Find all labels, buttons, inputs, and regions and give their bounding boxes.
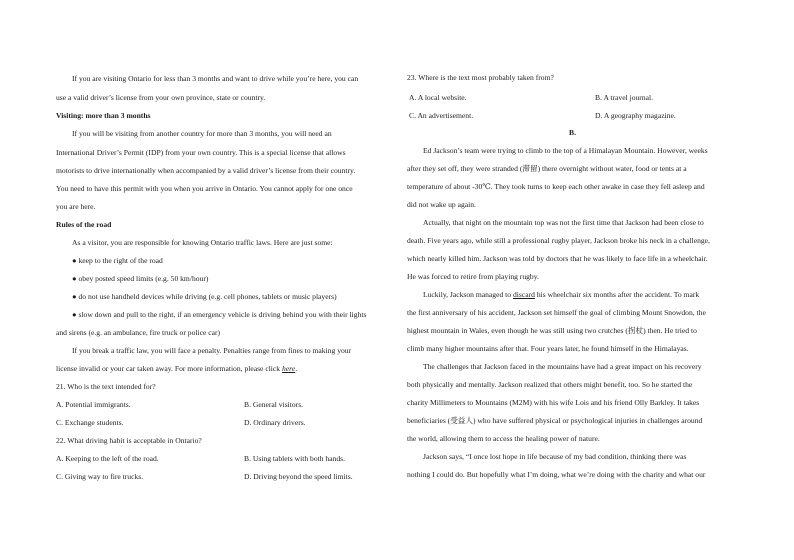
visiting-line-3: motorists to drive internationally when accompanied by a valid driver’s license from their country. bbox=[56, 166, 356, 175]
here-link[interactable]: here bbox=[281, 364, 296, 373]
q22-option-b: B. Using tablets with both hands. bbox=[244, 454, 346, 463]
story-line-11: highest mountain in Wales, even though he was still using two crutches (拐杖) then. He tried to bbox=[407, 326, 697, 335]
q23-option-a: A. A local website. bbox=[409, 93, 467, 102]
heading-visiting: Visiting: more than 3 months bbox=[56, 111, 151, 120]
rule-bullet-4: ● slow down and pull to the right, if an emergency vehicle is driving behind you with their lights bbox=[72, 310, 367, 319]
visiting-line-5: you are here. bbox=[56, 202, 96, 211]
penalty-end: . bbox=[295, 364, 298, 373]
story-line-9-post: his wheelchair six months after the accident. To mark bbox=[534, 290, 700, 299]
intro-line-1: If you are visiting Ontario for less than 3 months and want to drive while you’re here, you can bbox=[72, 74, 359, 83]
story-line-3: temperature of about -30℃. They took turns to keep each other awake in case they fell asleep and bbox=[407, 182, 705, 191]
question-21: 21. Who is the text intended for? bbox=[56, 382, 156, 391]
visiting-line-1: If you will be visiting from another country for more than 3 months, you will need an bbox=[72, 129, 332, 138]
question-22: 22. What driving habit is acceptable in Ontario? bbox=[56, 436, 202, 445]
q21-option-a: A. Potential immigrants. bbox=[56, 400, 131, 409]
discard-word: discard bbox=[512, 290, 535, 299]
story-line-9-pre: Luckily, Jackson managed to bbox=[423, 290, 513, 299]
story-line-6: death. Five years ago, while still a professional rugby player, Jackson broke his neck in a challenge, bbox=[407, 236, 710, 245]
story-line-12: climb many higher mountains after that. Four years later, he found himself in the Himalayas. bbox=[407, 344, 689, 353]
q23-option-c: C. An advertisement. bbox=[409, 111, 474, 120]
penalty-text: license invalid or your car taken away. For more information, please click bbox=[56, 364, 282, 373]
section-b-heading: B. bbox=[569, 128, 576, 137]
story-line-2: after they set off, they were stranded (滞留) there overnight without water, food or tents at a bbox=[407, 164, 687, 173]
q21-option-d: D. Ordinary drivers. bbox=[244, 418, 306, 427]
story-line-14: both physically and mentally. Jackson realized that others might benefit, too. So he started the bbox=[407, 380, 693, 389]
story-line-15: charity Millimeters to Mountains (M2M) with his wife Lois and his friend Olly Barkley. It takes bbox=[407, 398, 700, 407]
q22-option-a: A. Keeping to the left of the road. bbox=[56, 454, 159, 463]
q21-option-b: B. General visitors. bbox=[244, 400, 304, 409]
story-line-9 bbox=[407, 289, 738, 300]
visiting-line-4: You need to have this permit with you when you arrive in Ontario. You cannot apply for one once bbox=[56, 184, 353, 193]
q23-option-b: B. A travel journal. bbox=[595, 93, 653, 102]
visiting-line-2: International Driver’s Permit (IDP) from your own country. This is a special license that allows bbox=[56, 148, 346, 157]
rule-bullet-2: ● obey posted speed limits (e.g. 50 km/hour) bbox=[72, 274, 209, 283]
rule-bullet-3: ● do not use handheld devices while driving (e.g. cell phones, tablets or music players) bbox=[72, 292, 337, 301]
intro-line-2: use a valid driver’s license from your own province, state or country. bbox=[56, 93, 266, 102]
rule-bullet-1: ● keep to the right of the road bbox=[72, 256, 163, 265]
story-line-13: The challenges that Jackson faced in the mountains have had a great impact on his recovery bbox=[423, 362, 702, 371]
story-line-8: He was forced to retire from playing rugby. bbox=[407, 272, 539, 281]
story-line-4: did not wake up again. bbox=[407, 200, 476, 209]
penalty-line-2 bbox=[56, 363, 388, 374]
penalty-line-1: If you break a traffic law, you will face a penalty. Penalties range from fines to making your bbox=[72, 346, 352, 355]
story-line-17: the world, allowing them to access the healing power of nature. bbox=[407, 434, 600, 443]
question-23: 23. Where is the text most probably taken from? bbox=[407, 73, 554, 82]
q23-option-d: D. A geography magazine. bbox=[595, 111, 676, 120]
story-line-7: which nearly killed him. Jackson was told by doctors that he was likely to face life in a wheelchair. bbox=[407, 254, 708, 263]
rules-intro: As a visitor, you are responsible for knowing Ontario traffic laws. Here are just some: bbox=[72, 238, 333, 247]
story-line-1: Ed Jackson’s team were trying to climb to the top of a Himalayan Mountain. However, weeks bbox=[423, 146, 708, 155]
q22-option-d: D. Driving beyond the speed limits. bbox=[244, 472, 353, 481]
q22-option-c: C. Giving way to fire trucks. bbox=[56, 472, 144, 481]
heading-rules: Rules of the road bbox=[56, 220, 112, 229]
story-line-10: the first anniversary of his accident, Jackson set himself the goal of climbing Mount Snowdon, the bbox=[407, 308, 706, 317]
story-line-16: beneficiaries (受益人) who have suffered physical or psychological injuries in challenges around bbox=[407, 416, 703, 425]
story-line-19: nothing I could do. But hopefully what I’m doing, what we’re doing with the charity and what our bbox=[407, 470, 706, 479]
story-line-18: Jackson says, “I once lost hope in life because of my bad condition, thinking there was bbox=[423, 452, 687, 461]
q21-option-c: C. Exchange students. bbox=[56, 418, 124, 427]
rule-bullet-4-cont: and sirens (e.g. an ambulance, fire truck or police car) bbox=[56, 328, 221, 337]
story-line-5: Actually, that night on the mountain top was not the first time that Jackson had been close to bbox=[423, 218, 704, 227]
